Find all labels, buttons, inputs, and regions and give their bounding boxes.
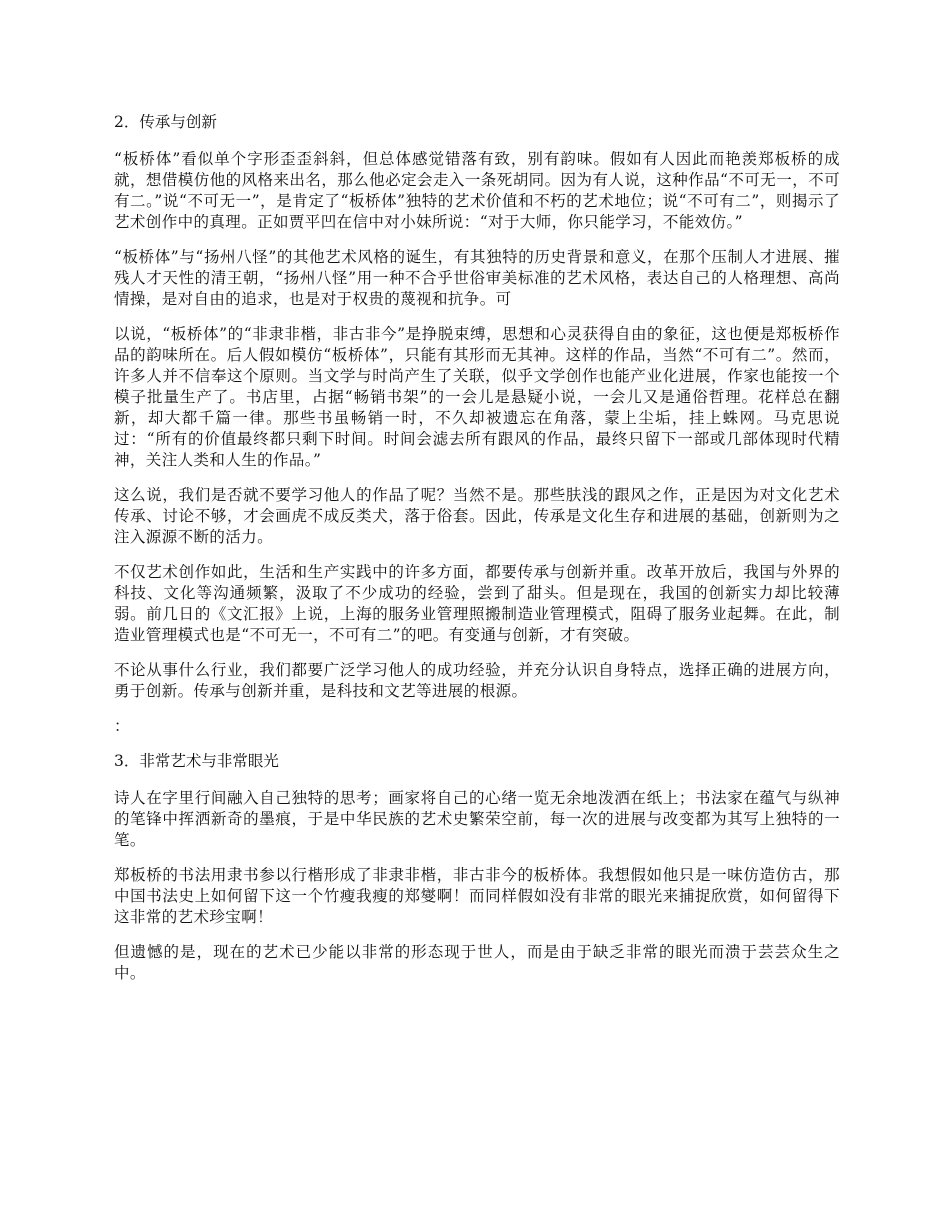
section-heading: 2．传承与创新 <box>114 113 217 131</box>
paragraph: 郑板桥的书法用隶书参以行楷形成了非隶非楷，非古非今的板桥体。我想假如他只是一味仿造仿古，那中国书法史上如何留下这一个竹瘦我瘦的郑燮啊！而同样假如没有非常的眼光来捕捉欣赏，如何留得下这非常的艺术珍宝啊！ <box>114 866 840 926</box>
paragraph: 不仅艺术创作如此，生活和生产实践中的许多方面，都要传承与创新并重。改革开放后，我国与外界的科技、文化等沟通频繁，汲取了不少成功的经验，尝到了甜头。但是现在，我国的创新实力却比较薄弱。前几日的《文汇报》上说，上海的服务业管理照搬制造业管理模式，阻碍了服务业起舞。在此，制造业管理模式也是“不可无一，不可有二”的吧。有变通与创新，才有突破。 <box>114 563 840 644</box>
paragraph: 不论从事什么行业，我们都要广泛学习他人的成功经验，并充分认识自身特点，选择正确的进展方向，勇于创新。传承与创新并重，是科技和文艺等进展的根源。 <box>114 661 840 700</box>
paragraph: 这么说，我们是否就不要学习他人的作品了呢？当然不是。那些肤浅的跟风之作，正是因为对文化艺术传承、讨论不够，才会画虎不成反类犬，落于俗套。因此，传承是文化生存和进展的基础，创新则为之注入源源不断的活力。 <box>114 486 840 546</box>
paragraph: “板桥体”看似单个字形歪歪斜斜，但总体感觉错落有致，别有韵味。假如有人因此而艳羡郑板桥的成就，想借模仿他的风格来出名，那么他必定会走入一条死胡同。因为有人说，这种作品“不可无一，不可有二。”说“不可无一”，是肯定了“板桥体”独特的艺术价值和不朽的艺术地位；说“不可有二”，则揭示了艺术创作中的真理。正如贾平凹在信中对小妹所说：“对于大师，你只能学习，不能效仿。” <box>114 150 840 231</box>
document-page <box>114 100 840 998</box>
paragraph: “板桥体”与“扬州八怪”的其他艺术风格的诞生，有其独特的历史背景和意义，在那个压制人才进展、摧残人才天性的清王朝，“扬州八怪”用一种不合乎世俗审美标准的艺术风格，表达自己的人格理想、高尚情操，是对自由的追求，也是对于权贵的蔑视和抗争。可 <box>114 248 840 308</box>
separator-mark: ： <box>114 717 130 735</box>
paragraph: 以说，“板桥体”的“非隶非楷，非古非今”是挣脱束缚，思想和心灵获得自由的象征，这也便是郑板桥作品的韵味所在。后人假如模仿“板桥体”，只能有其形而无其神。这样的作品，当然“不可有二”。然而，许多人并不信奉这个原则。当文学与时尚产生了关联，似乎文学创作也能产业化进展，作家也能按一个模子批量生产了。书店里，占据“畅销书架”的一会儿是悬疑小说，一会儿又是通俗哲理。花样总在翻新，却大都千篇一律。那些书虽畅销一时，不久却被遗忘在角落，蒙上尘垢，挂上蛛网。马克思说过：“所有的价值最终都只剩下时间。时间会滤去所有跟风的作品，最终只留下一部或几部体现时代精神，关注人类和人生的作品。” <box>114 325 840 469</box>
paragraph: 诗人在字里行间融入自己独特的思考；画家将自己的心绪一览无余地泼洒在纸上；书法家在蕴气与纵神的笔锋中挥洒新奇的墨痕，于是中华民族的艺术史繁荣空前，每一次的进展与改变都为其写上独特的一笔。 <box>114 789 840 849</box>
section-heading: 3．非常艺术与非常眼光 <box>114 752 279 770</box>
paragraph: 但遗憾的是，现在的艺术已少能以非常的形态现于世人，而是由于缺乏非常的眼光而溃于芸芸众生之中。 <box>114 943 840 982</box>
